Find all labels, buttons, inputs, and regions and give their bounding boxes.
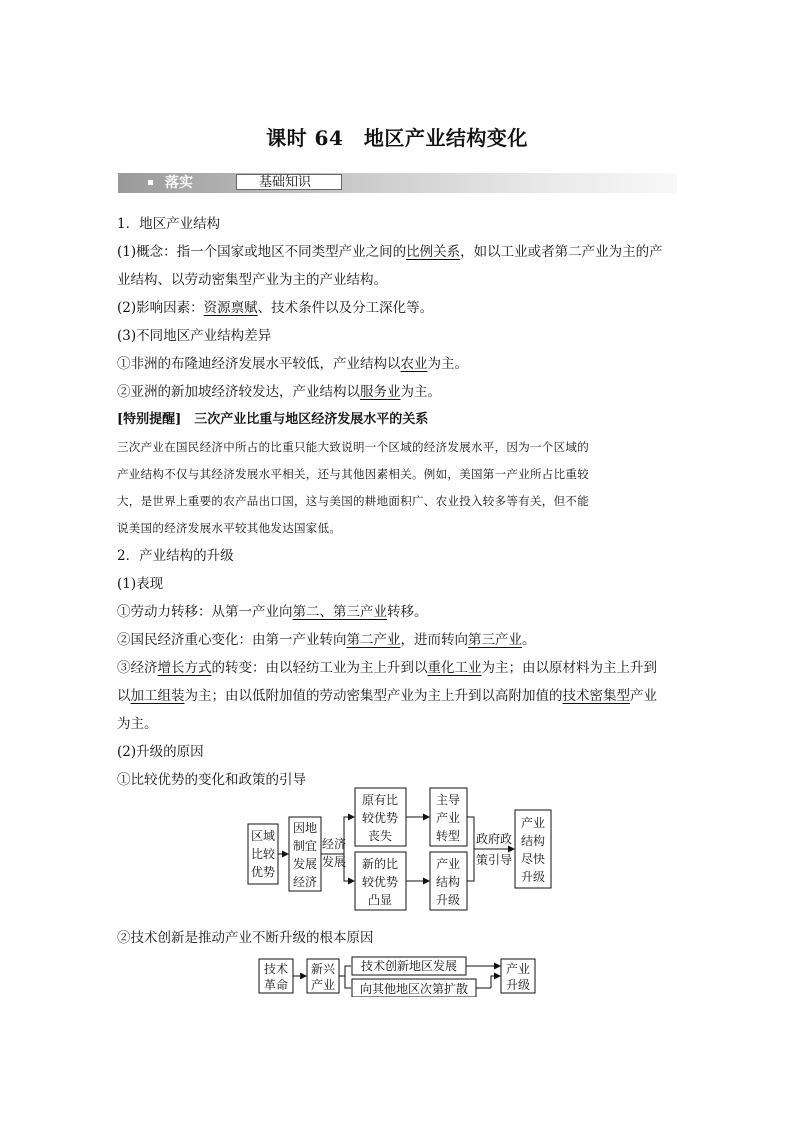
answer-underline: 增长方式 xyxy=(157,660,212,676)
text: ①劳动力转移：从第一产业向 xyxy=(117,604,293,620)
arrow-label: 策引导 xyxy=(475,853,513,867)
note-line: 三次产业在国民经济中所占的比重只能大致说明一个区域的经济发展水平，因为一个区域的 xyxy=(117,440,589,454)
box-text: 新兴 xyxy=(310,962,336,976)
box-text: 比较 xyxy=(250,847,276,861)
section1-heading: 1．地区产业结构 xyxy=(117,216,221,232)
answer-underline: 第二、第三产业 xyxy=(292,604,387,620)
bracket xyxy=(467,817,474,881)
answer-underline: 比例关系 xyxy=(406,244,461,260)
bracket xyxy=(345,976,351,988)
text: ①非洲的布隆迪经济发展水平较低，产业结构以 xyxy=(117,356,401,372)
text: 为主。 xyxy=(427,356,468,372)
page-title: 课时 64 地区产业结构变化 xyxy=(266,126,528,150)
flow-diagram-comparative-advantage xyxy=(240,780,560,920)
concept-line xyxy=(117,238,679,266)
arrow-label: 发展 xyxy=(321,855,347,869)
growth-line-3: 为主。 xyxy=(117,716,158,732)
text: ②国民经济重心变化：由第一产业转向 xyxy=(117,632,347,648)
banner-tag xyxy=(148,173,234,193)
text: ，进而转向 xyxy=(400,632,468,648)
box-text: 区域 xyxy=(250,829,276,843)
square-icon xyxy=(148,180,153,185)
text: (1)概念：指一个国家或地区不同类型产业之间的 xyxy=(117,244,407,260)
banner-section-label: 基础知识 xyxy=(236,174,342,190)
answer-underline: 加工组装 xyxy=(130,688,185,704)
reason-1: ①比较优势的变化和政策的引导 xyxy=(117,772,306,788)
bracket xyxy=(339,966,351,976)
text: 产业 xyxy=(630,688,657,704)
reason-2: ②技术创新是推动产业不断升级的根本原因 xyxy=(117,930,374,946)
box-text: 较优势 xyxy=(361,811,399,825)
box-text: 凸显 xyxy=(367,893,393,907)
box-text: 丧失 xyxy=(367,829,393,843)
banner-tag-text: 落实 xyxy=(165,175,193,191)
arrow xyxy=(491,976,500,988)
labor-line xyxy=(117,598,679,626)
box-text: 革命 xyxy=(263,978,289,992)
burundi-line xyxy=(117,350,679,378)
text: 的转变：由以轻纺工业为主上升到以 xyxy=(211,660,428,676)
factors-line xyxy=(117,294,679,322)
box-text: 结构 xyxy=(435,875,461,889)
note-line: 大，是世界上重要的农产品出口国，这与美国的耕地面积广、农业投入较多等有关，但不能 xyxy=(117,494,589,508)
arrow-label: 经济 xyxy=(321,837,347,851)
box-text: 产业 xyxy=(310,978,336,992)
difference-heading: (3)不同地区产业结构差异 xyxy=(117,328,272,344)
box-text: 产业 xyxy=(520,816,546,830)
concept-line-2: 业结构、以劳动密集型产业为主的产业结构。 xyxy=(117,272,387,288)
text: 、技术条件以及分工深化等。 xyxy=(257,300,434,316)
box-text: 升级 xyxy=(505,978,531,992)
box-text: 产业 xyxy=(435,811,461,825)
box-text: 升级 xyxy=(435,893,461,907)
answer-underline: 第三产业 xyxy=(468,632,522,648)
note-line: 产业结构不仅与其经济发展水平相关，还与其他因素相关。例如，美国第一产业所占比重较 xyxy=(117,467,589,481)
text: ③经济 xyxy=(117,660,158,676)
content-body xyxy=(117,210,679,794)
box-text: 经济 xyxy=(292,875,318,889)
box-text: 因地 xyxy=(292,821,318,835)
text: 为主；由以低附加值的劳动密集型产业为主上升到以高附加值的 xyxy=(184,688,563,704)
box-text: 主导 xyxy=(435,793,461,807)
box-text: 技术 xyxy=(263,962,289,976)
box-text: 尽快 xyxy=(520,852,546,866)
note-line: 说美国的经济发展水平较其他发达国家低。 xyxy=(117,521,342,535)
text: 转移。 xyxy=(387,604,428,620)
reason-heading: (2)升级的原因 xyxy=(117,744,204,760)
economy-line xyxy=(117,626,679,654)
text: ②亚洲的新加坡经济较发达，产业结构以 xyxy=(117,384,360,400)
singapore-line xyxy=(117,378,679,406)
text: (2)影响因素： xyxy=(117,300,204,316)
answer-underline: 资源禀赋 xyxy=(203,300,258,316)
box-text: 优势 xyxy=(250,865,276,879)
box-text: 结构 xyxy=(520,834,546,848)
answer-underline: 技术密集型 xyxy=(562,688,630,704)
text: 为主。 xyxy=(400,384,441,400)
note-heading: [特别提醒] 三次产业比重与地区经济发展水平的关系 xyxy=(117,412,429,427)
box-text: 制宜 xyxy=(292,839,318,853)
box-text: 原有比 xyxy=(361,793,399,807)
manifest-heading: (1)表现 xyxy=(117,576,164,592)
arrow-label: 政府政 xyxy=(475,832,513,846)
answer-underline: 重化工业 xyxy=(427,660,482,676)
answer-underline: 农业 xyxy=(400,356,428,372)
box-text: 发展 xyxy=(292,857,318,871)
box-text: 新的比 xyxy=(361,857,399,871)
box-text: 转型 xyxy=(435,829,461,843)
text: 为主；由以原材料为主上升到 xyxy=(481,660,657,676)
box-text: 升级 xyxy=(520,870,546,884)
growth-line xyxy=(117,654,679,682)
section-banner xyxy=(118,173,677,193)
box-text: 产业 xyxy=(435,857,461,871)
box-text: 向其他地区次第扩散 xyxy=(359,982,469,996)
text: 。 xyxy=(522,632,536,648)
box-text: 技术创新地区发展 xyxy=(360,959,458,973)
flow-diagram-technology xyxy=(255,955,545,997)
growth-line-2 xyxy=(117,682,679,710)
answer-underline: 服务业 xyxy=(360,384,401,400)
text: ，如以工业或者第二产业为主的产 xyxy=(460,244,663,260)
answer-underline: 第二产业 xyxy=(346,632,401,648)
box-text: 产业 xyxy=(505,962,531,976)
section2-heading: 2．产业结构的升级 xyxy=(117,548,234,564)
box-text: 较优势 xyxy=(361,875,399,889)
text: 以 xyxy=(117,688,131,704)
